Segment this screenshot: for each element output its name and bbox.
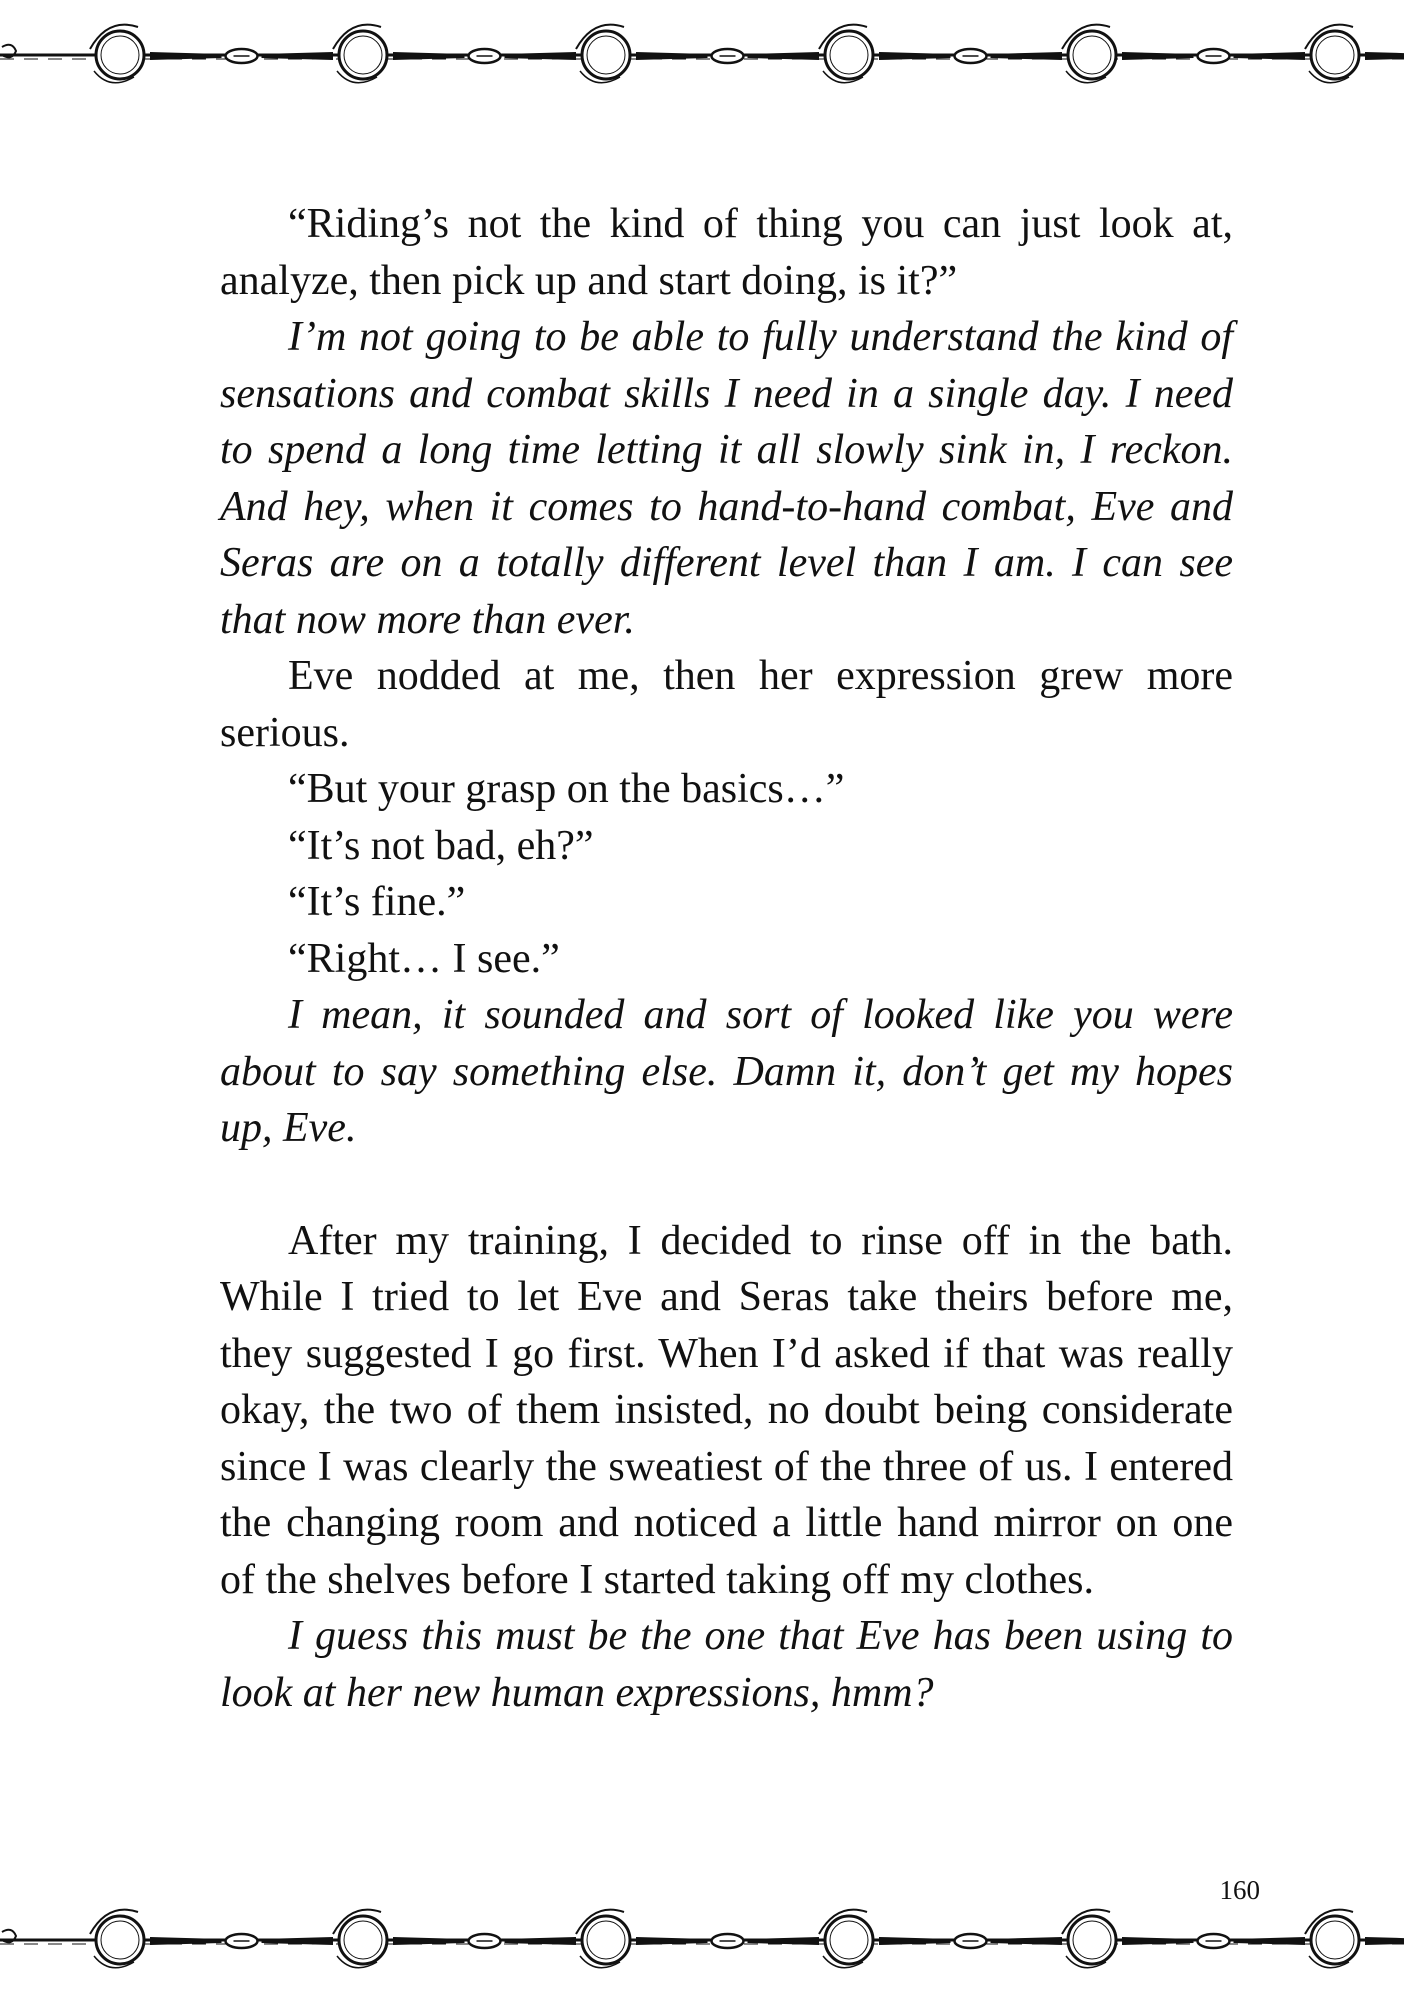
paragraph-thought: I mean, it sounded and sort of looked like you were about to say something else. Damn it, don’t get my hopes up, Eve. [220,992,1233,1151]
chain-border-top-icon [0,10,1404,100]
paragraph-dialogue: “But your grasp on the basics…” [288,766,845,812]
paragraph: “Riding’s not the kind of thing you can just look at, analyze, then pick up and start doing, is it?” [220,201,1233,304]
page-text [220,196,1233,1721]
paragraph-dialogue: “Right… I see.” [288,935,560,982]
paragraph-dialogue: “It’s not bad, eh?” [288,822,594,869]
paragraph: After my training, I decided to rinse off in the bath. While I tried to let Eve and Seras take theirs before me, they suggested I go first. When I’d asked if that was really okay, the two of them insisted, no doubt being considerate since I was clearly the sweatiest of the three of us. I entered the changing room and noticed a little hand mirror on one of the shelves before I started taking off my clothes. [220,1217,1233,1603]
chain-border-bottom-icon [0,1895,1404,1985]
page-number: 160 [1219,1875,1260,1905]
paragraph-dialogue: “It’s fine.” [288,879,466,925]
paragraph-thought: I’m not going to be able to fully understand the kind of sensations and combat skills I need in a single day. I need to spend a long time letting it all slowly sink in, I reckon. And hey, when it comes to hand-to-hand combat, Eve and Seras are on a totally different level than I am. I can see that now more than ever. [220,314,1233,643]
paragraph-thought: I guess this must be the one that Eve has been using to look at her new human expressions, hmm? [220,1613,1233,1716]
paragraph: Eve nodded at me, then her expression grew more serious. [220,653,1233,756]
